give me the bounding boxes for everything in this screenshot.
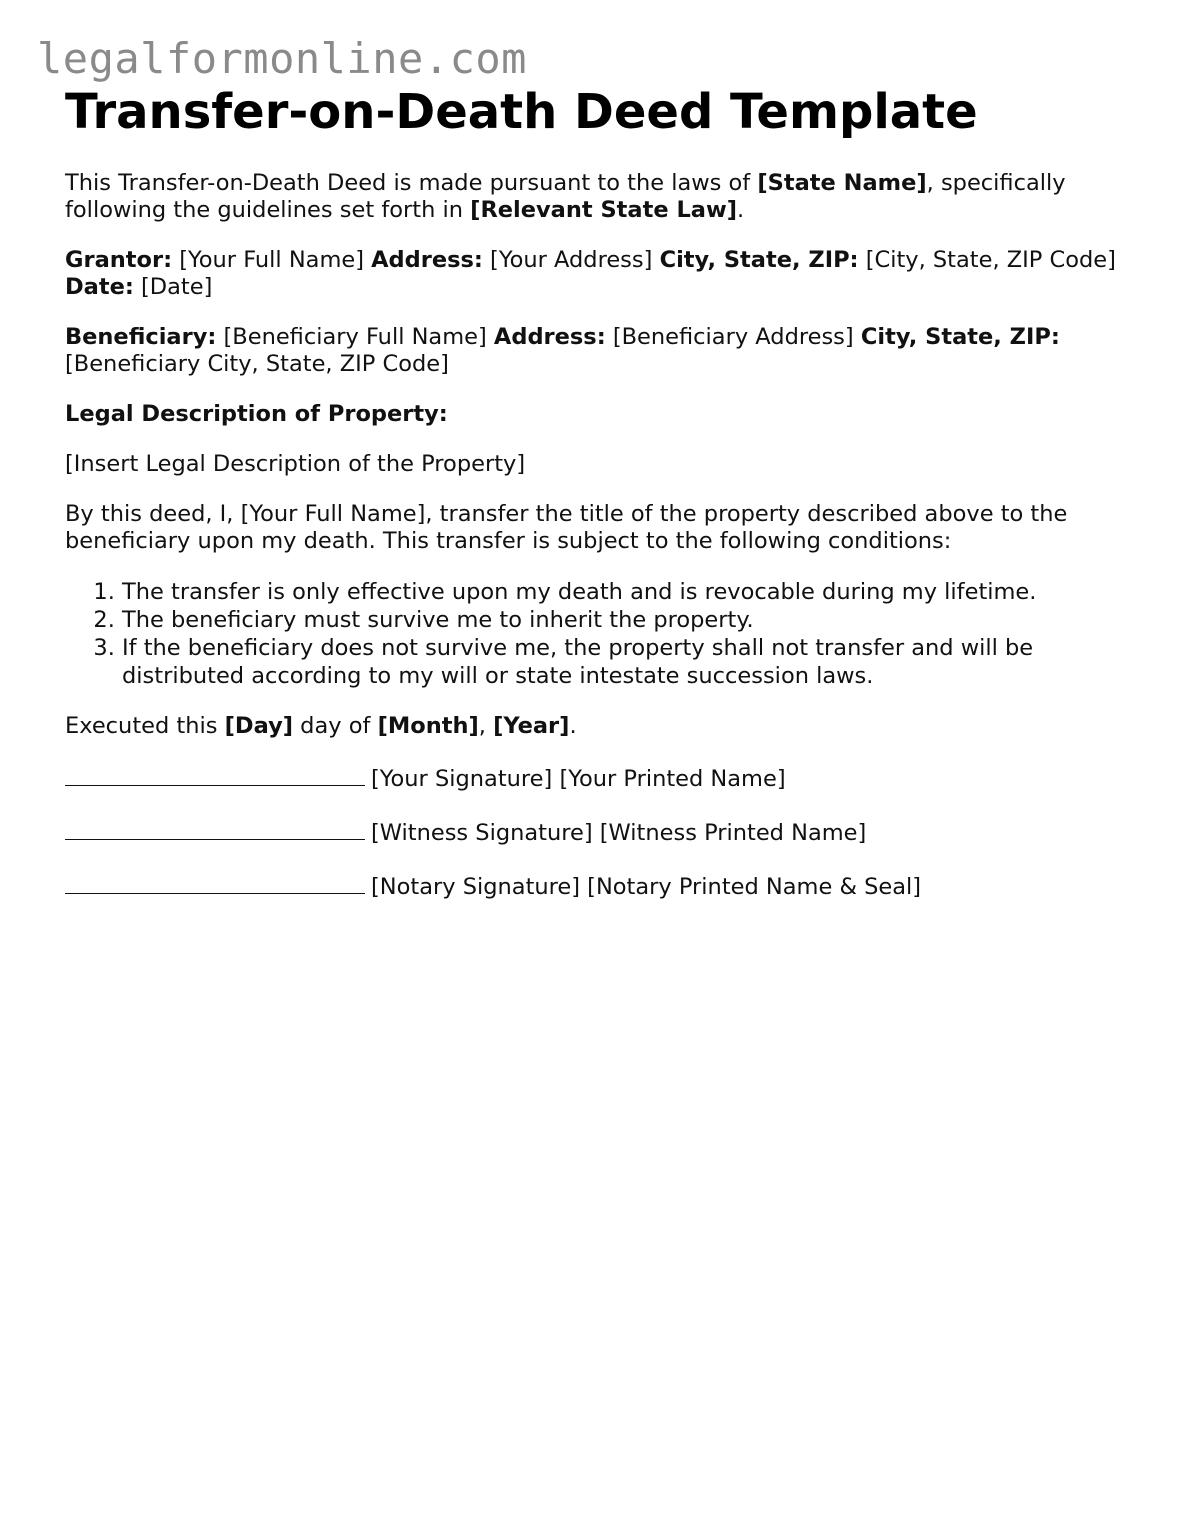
beneficiary-city: [Beneficiary City, State, ZIP Code]	[65, 351, 449, 377]
notary-signature-line: [Notary Signature] [Notary Printed Name & Seal]	[65, 871, 1125, 901]
grantor-section	[65, 247, 1125, 301]
grantor-name: [Your Full Name]	[172, 247, 372, 273]
grantor-city: [City, State, ZIP Code]	[858, 247, 1116, 273]
legal-description-heading: Legal Description of Property:	[65, 401, 448, 427]
grantor-city-label: City, State, ZIP:	[659, 247, 859, 273]
year-placeholder: [Year]	[493, 713, 570, 739]
witness-signature-line: [Witness Signature] [Witness Printed Name]	[65, 817, 1125, 847]
month-placeholder: [Month]	[377, 713, 479, 739]
grantor-date-label: Date:	[65, 274, 134, 300]
list-item: 2. The beneficiary must survive me to inherit the property.	[122, 606, 1125, 634]
site-watermark: legalformonline.com	[37, 34, 527, 83]
beneficiary-name: [Beneficiary Full Name]	[216, 324, 494, 350]
grantor-date: [Date]	[133, 274, 213, 300]
intro-paragraph: This Transfer-on-Death Deed is made pursuant to the laws of [State Name], specifically following the guidelines set forth in [Relevant State Law].	[65, 170, 1066, 223]
list-item: 3. If the beneficiary does not survive me, the property shall not transfer and will be distributed according to my will or state intestate succession laws.	[122, 634, 1125, 690]
execution-line: Executed this [Day] day of [Month], [Year].	[65, 713, 577, 739]
transfer-statement: By this deed, I, [Your Full Name], transfer the title of the property described above to the beneficiary upon my death. This transfer is subject to the following conditions:	[65, 501, 1068, 554]
document-title: Transfer-on-Death Deed Template	[65, 84, 978, 140]
state-law-placeholder: [Relevant State Law]	[470, 197, 738, 223]
signature-blank	[65, 763, 365, 786]
signature-blank	[65, 871, 365, 894]
signature-blank	[65, 817, 365, 840]
grantor-label: Grantor:	[65, 247, 173, 273]
beneficiary-address: [Beneficiary Address]	[605, 324, 861, 350]
beneficiary-section	[65, 324, 1125, 378]
conditions-list	[65, 578, 1125, 690]
legal-description-placeholder: [Insert Legal Description of the Property]	[65, 451, 526, 477]
beneficiary-address-label: Address:	[493, 324, 606, 350]
document-body	[65, 84, 1125, 925]
beneficiary-city-label: City, State, ZIP:	[860, 324, 1060, 350]
grantor-address: [Your Address]	[482, 247, 660, 273]
list-item: 1. The transfer is only effective upon my death and is revocable during my lifetime.	[122, 578, 1125, 606]
grantor-address-label: Address:	[371, 247, 483, 273]
grantor-signature-line: [Your Signature] [Your Printed Name]	[65, 763, 1125, 793]
day-placeholder: [Day]	[224, 713, 294, 739]
state-name-placeholder: [State Name]	[757, 170, 927, 196]
beneficiary-label: Beneficiary:	[65, 324, 217, 350]
